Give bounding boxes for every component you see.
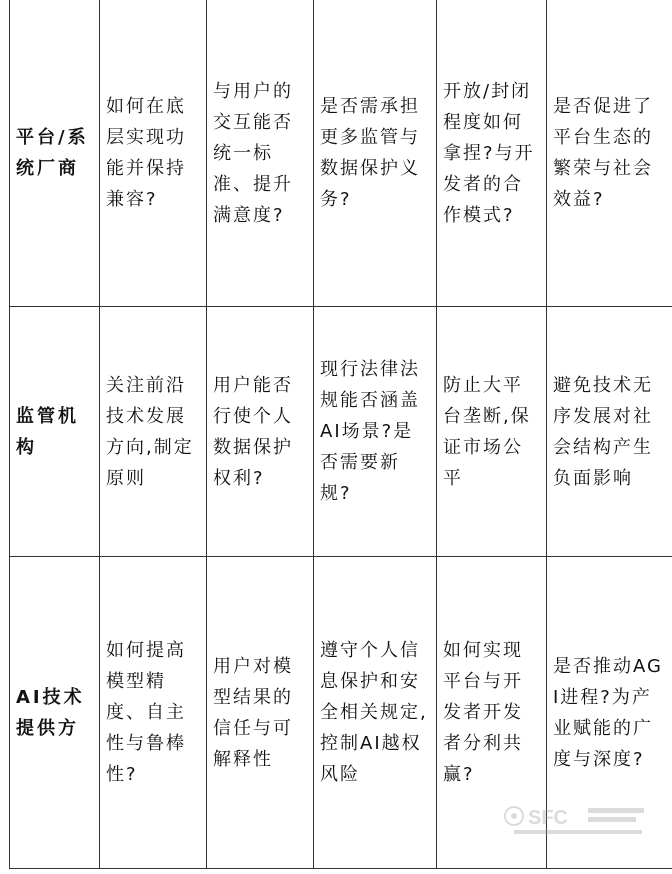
table-cell [100,307,207,557]
table-row [10,0,672,307]
cell-text: 开放/封闭程度如何拿捏?与开发者的合作模式? [443,80,535,226]
watermark-text: SFC [528,807,568,829]
row-header [10,0,100,307]
table-cell [100,557,207,869]
row-header [10,557,100,869]
table-cell [207,557,314,869]
table-cell [437,0,547,307]
cell-text: 用户对模型结果的信任与可解释性 [213,655,293,770]
cell-text: 是否推动AGI进程?为产业赋能的广度与深度? [553,655,663,770]
cell-text: 如何在底层实现功能并保持兼容? [106,96,186,210]
table-cell [207,0,314,307]
row-header-text: AI技术提供方 [16,686,85,739]
table-cell [437,307,547,557]
cell-text: 遵守个人信息保护和安全相关规定,控制AI越权风险 [320,640,428,785]
row-header [10,307,100,557]
cell-text: 与用户的交互能否统一标准、提升满意度? [213,80,293,226]
row-header-text: 平台/系统厂商 [16,127,89,179]
table-cell [314,0,437,307]
table-cell [314,307,437,557]
cell-text: 如何实现平台与开发者开发者分利共赢? [443,640,523,785]
table-cell [547,557,672,869]
table-cell [207,307,314,557]
cell-text: 是否需承担更多监管与数据保护义务? [320,96,420,210]
table-cell [314,557,437,869]
table-row [10,557,672,869]
table-cell [547,0,672,307]
cell-text: 防止大平台垄断,保证市场公平 [443,374,531,489]
cell-text: 现行法律法规能否涵盖AI场景?是否需要新规? [320,359,420,504]
cell-text: 关注前沿技术发展方向,制定原则 [106,374,194,489]
table-row [10,307,672,557]
cell-text: 避免技术无序发展对社会结构产生负面影响 [553,374,653,489]
table-cell [100,0,207,307]
table-cell [547,307,672,557]
table-cell [437,557,547,869]
stakeholder-table [9,0,672,869]
cell-text: 用户能否行使个人数据保护权利? [213,374,293,489]
cell-text: 如何提高模型精度、自主性与鲁棒性? [106,640,186,785]
row-header-text: 监管机构 [16,405,79,458]
cell-text: 是否促进了平台生态的繁荣与社会效益? [553,96,653,210]
